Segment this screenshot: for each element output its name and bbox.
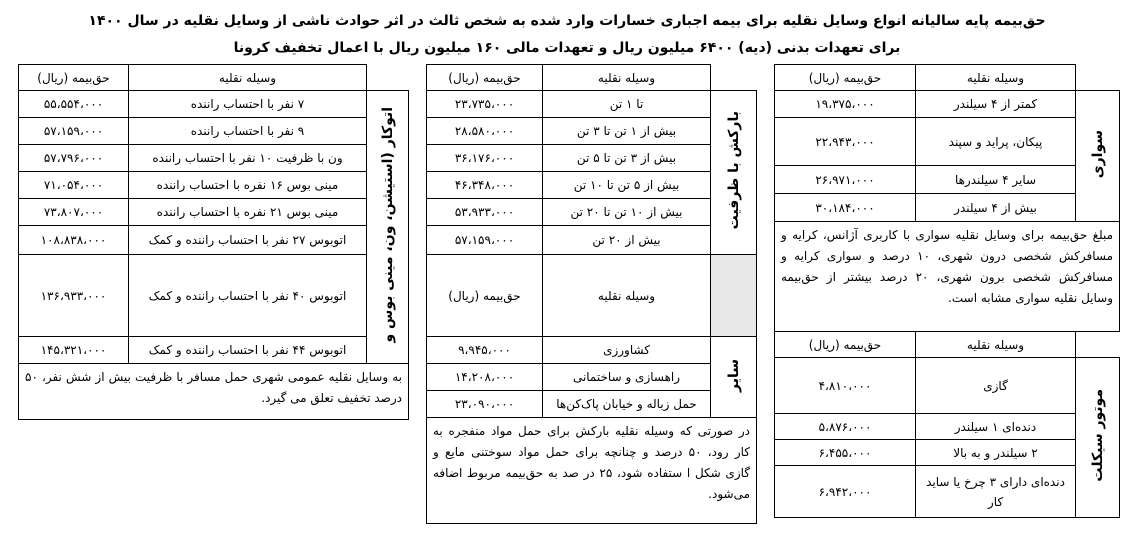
premium-cell: ۲۳،۷۳۵،۰۰۰ (427, 91, 543, 118)
vehicle-cell: بیش از ۱۰ تن تا ۲۰ تن (543, 199, 711, 226)
col-header-vehicle: وسیله نقلیه (129, 65, 367, 91)
vehicle-cell: گازی (916, 358, 1076, 414)
vehicle-cell: بیش از ۳ تن تا ۵ تن (543, 145, 711, 172)
sedan-note: مبلغ حق‌بیمه برای وسایل نقلیه سواری با کاربری آژانس، کرایه و مسافرکش شخصی درون شهری، ۱۰ درصد و سواری کرایه و مسافرکش شخصی برون شهری، ۲۰ درصد بیشتر از حق‌بیمه وسایل نقلیه سواری مشابه است. (775, 222, 1120, 332)
vehicle-cell: مینی بوس ۱۶ نفره با احتساب راننده (129, 172, 367, 199)
vehicle-cell: دنده‌ای ۱ سیلندر (916, 414, 1076, 440)
vehicle-cell: کشاورزی (543, 337, 711, 364)
premium-cell: ۷۱،۰۵۴،۰۰۰ (19, 172, 129, 199)
vehicle-cell: کمتر از ۴ سیلندر (916, 91, 1076, 118)
premium-cell: ۳۶،۱۷۶،۰۰۰ (427, 145, 543, 172)
vehicle-cell: اتوبوس ۲۷ نفر با احتساب راننده و کمک (129, 226, 367, 255)
col-header-vehicle: وسیله نقلیه (543, 65, 711, 91)
vehicle-cell: دنده‌ای دارای ۳ چرخ یا ساید کار (916, 466, 1076, 518)
vehicle-cell: ۹ نفر با احتساب راننده (129, 118, 367, 145)
col-header-vehicle: وسیله نقلیه (916, 65, 1076, 91)
vehicle-cell: ۲ سیلندر و به بالا (916, 440, 1076, 466)
premium-cell: ۵۷،۱۵۹،۰۰۰ (19, 118, 129, 145)
premium-cell: ۹،۹۴۵،۰۰۰ (427, 337, 543, 364)
premium-cell: ۴۶،۳۴۸،۰۰۰ (427, 172, 543, 199)
spacer-cell (367, 65, 409, 91)
sedan-motorcycle-table (774, 64, 1120, 518)
col-header-vehicle: وسیله نقلیه (543, 255, 711, 337)
vehicle-cell: تا ۱ تن (543, 91, 711, 118)
category-other: سایر (711, 337, 757, 418)
premium-cell: ۲۸،۵۸۰،۰۰۰ (427, 118, 543, 145)
vehicle-cell: ون با ظرفیت ۱۰ نفر با احتساب راننده (129, 145, 367, 172)
premium-cell: ۲۲،۹۴۳،۰۰۰ (775, 118, 916, 166)
truck-other-table (426, 64, 757, 524)
premium-cell: ۵،۸۷۶،۰۰۰ (775, 414, 916, 440)
col-header-vehicle: وسیله نقلیه (916, 332, 1076, 358)
vehicle-cell: ۷ نفر با احتساب راننده (129, 91, 367, 118)
premium-cell: ۱۹،۳۷۵،۰۰۰ (775, 91, 916, 118)
premium-cell: ۵۵،۵۵۴،۰۰۰ (19, 91, 129, 118)
premium-cell: ۲۶،۹۷۱،۰۰۰ (775, 166, 916, 194)
bus-table (18, 64, 409, 420)
bus-note: به وسایل نقلیه عمومی شهری حمل مسافر با ظرفیت بیش از شش نفر، ۵۰ درصد تخفیف تعلق می گیرد. (19, 364, 409, 420)
col-header-premium: حق‌بیمه (ریال) (775, 332, 916, 358)
vehicle-cell: اتوبوس ۴۰ نفر با احتساب راننده و کمک (129, 255, 367, 337)
premium-cell: ۱۰۸،۸۳۸،۰۰۰ (19, 226, 129, 255)
premium-cell: ۴،۸۱۰،۰۰۰ (775, 358, 916, 414)
spacer-cell (1076, 332, 1120, 358)
vehicle-cell: اتوبوس ۴۴ نفر با احتساب راننده و کمک (129, 337, 367, 364)
vehicle-cell: مینی بوس ۲۱ نفره با احتساب راننده (129, 199, 367, 226)
vehicle-cell: بیش از ۱ تن تا ۳ تن (543, 118, 711, 145)
vehicle-cell: حمل زباله و خیابان پاک‌کن‌ها (543, 391, 711, 418)
premium-cell: ۵۷،۷۹۶،۰۰۰ (19, 145, 129, 172)
vehicle-cell: سایر ۴ سیلندرها (916, 166, 1076, 194)
premium-cell: ۳۰،۱۸۴،۰۰۰ (775, 194, 916, 222)
truck-note: در صورتی که وسیله نقلیه بارکش برای حمل مواد منفجره به کار رود، ۵۰ درصد و چنانچه برای حمل مواد سوختنی مایع و گازی شکل ا ستفاده شود، ۲۵ در صد به حق‌بیمه مربوط اضافه می‌شود. (427, 418, 757, 524)
vehicle-cell: پیکان، پراید و سپند (916, 118, 1076, 166)
document-title: حق‌بیمه پایه سالیانه انواع وسایل نقلیه برای بیمه اجباری خسارات وارد شده به شخص ثالث در اثر حوادث ناشی از وسایل نقلیه در سال ۱۴۰۰ (88, 13, 1046, 29)
category-sedan: سواری (1076, 91, 1120, 222)
col-header-premium: حق‌بیمه (ریال) (19, 65, 129, 91)
premium-cell: ۱۴۵،۳۲۱،۰۰۰ (19, 337, 129, 364)
document-subtitle: برای تعهدات بدنی (دیه) ۶۴۰۰ میلیون ریال و تعهدات مالی ۱۶۰ میلیون ریال با اعمال تخفیف کرونا (233, 40, 901, 56)
col-header-premium: حق‌بیمه (ریال) (775, 65, 916, 91)
premium-cell: ۲۳،۰۹۰،۰۰۰ (427, 391, 543, 418)
spacer-cell (711, 65, 757, 91)
spacer-cell (1076, 65, 1120, 91)
category-motorcycle: موتور سیکلت (1076, 358, 1120, 518)
premium-cell: ۶،۹۴۲،۰۰۰ (775, 466, 916, 518)
premium-cell: ۶،۴۵۵،۰۰۰ (775, 440, 916, 466)
col-header-premium: حق‌بیمه (ریال) (427, 255, 543, 337)
premium-cell: ۱۳۶،۹۳۳،۰۰۰ (19, 255, 129, 337)
vehicle-cell: بیش از ۴ سیلندر (916, 194, 1076, 222)
vehicle-cell: بیش از ۵ تن تا ۱۰ تن (543, 172, 711, 199)
spacer-cell (711, 255, 757, 337)
premium-cell: ۷۳،۸۰۷،۰۰۰ (19, 199, 129, 226)
col-header-premium: حق‌بیمه (ریال) (427, 65, 543, 91)
category-bus: اتوکار (استیشن، ون، مینی بوس و (367, 91, 409, 364)
premium-cell: ۱۴،۲۰۸،۰۰۰ (427, 364, 543, 391)
category-truck: بارکش با ظرفیت (711, 91, 757, 255)
premium-cell: ۵۷،۱۵۹،۰۰۰ (427, 226, 543, 255)
premium-cell: ۵۳،۹۳۳،۰۰۰ (427, 199, 543, 226)
vehicle-cell: بیش از ۲۰ تن (543, 226, 711, 255)
vehicle-cell: راهسازی و ساختمانی (543, 364, 711, 391)
